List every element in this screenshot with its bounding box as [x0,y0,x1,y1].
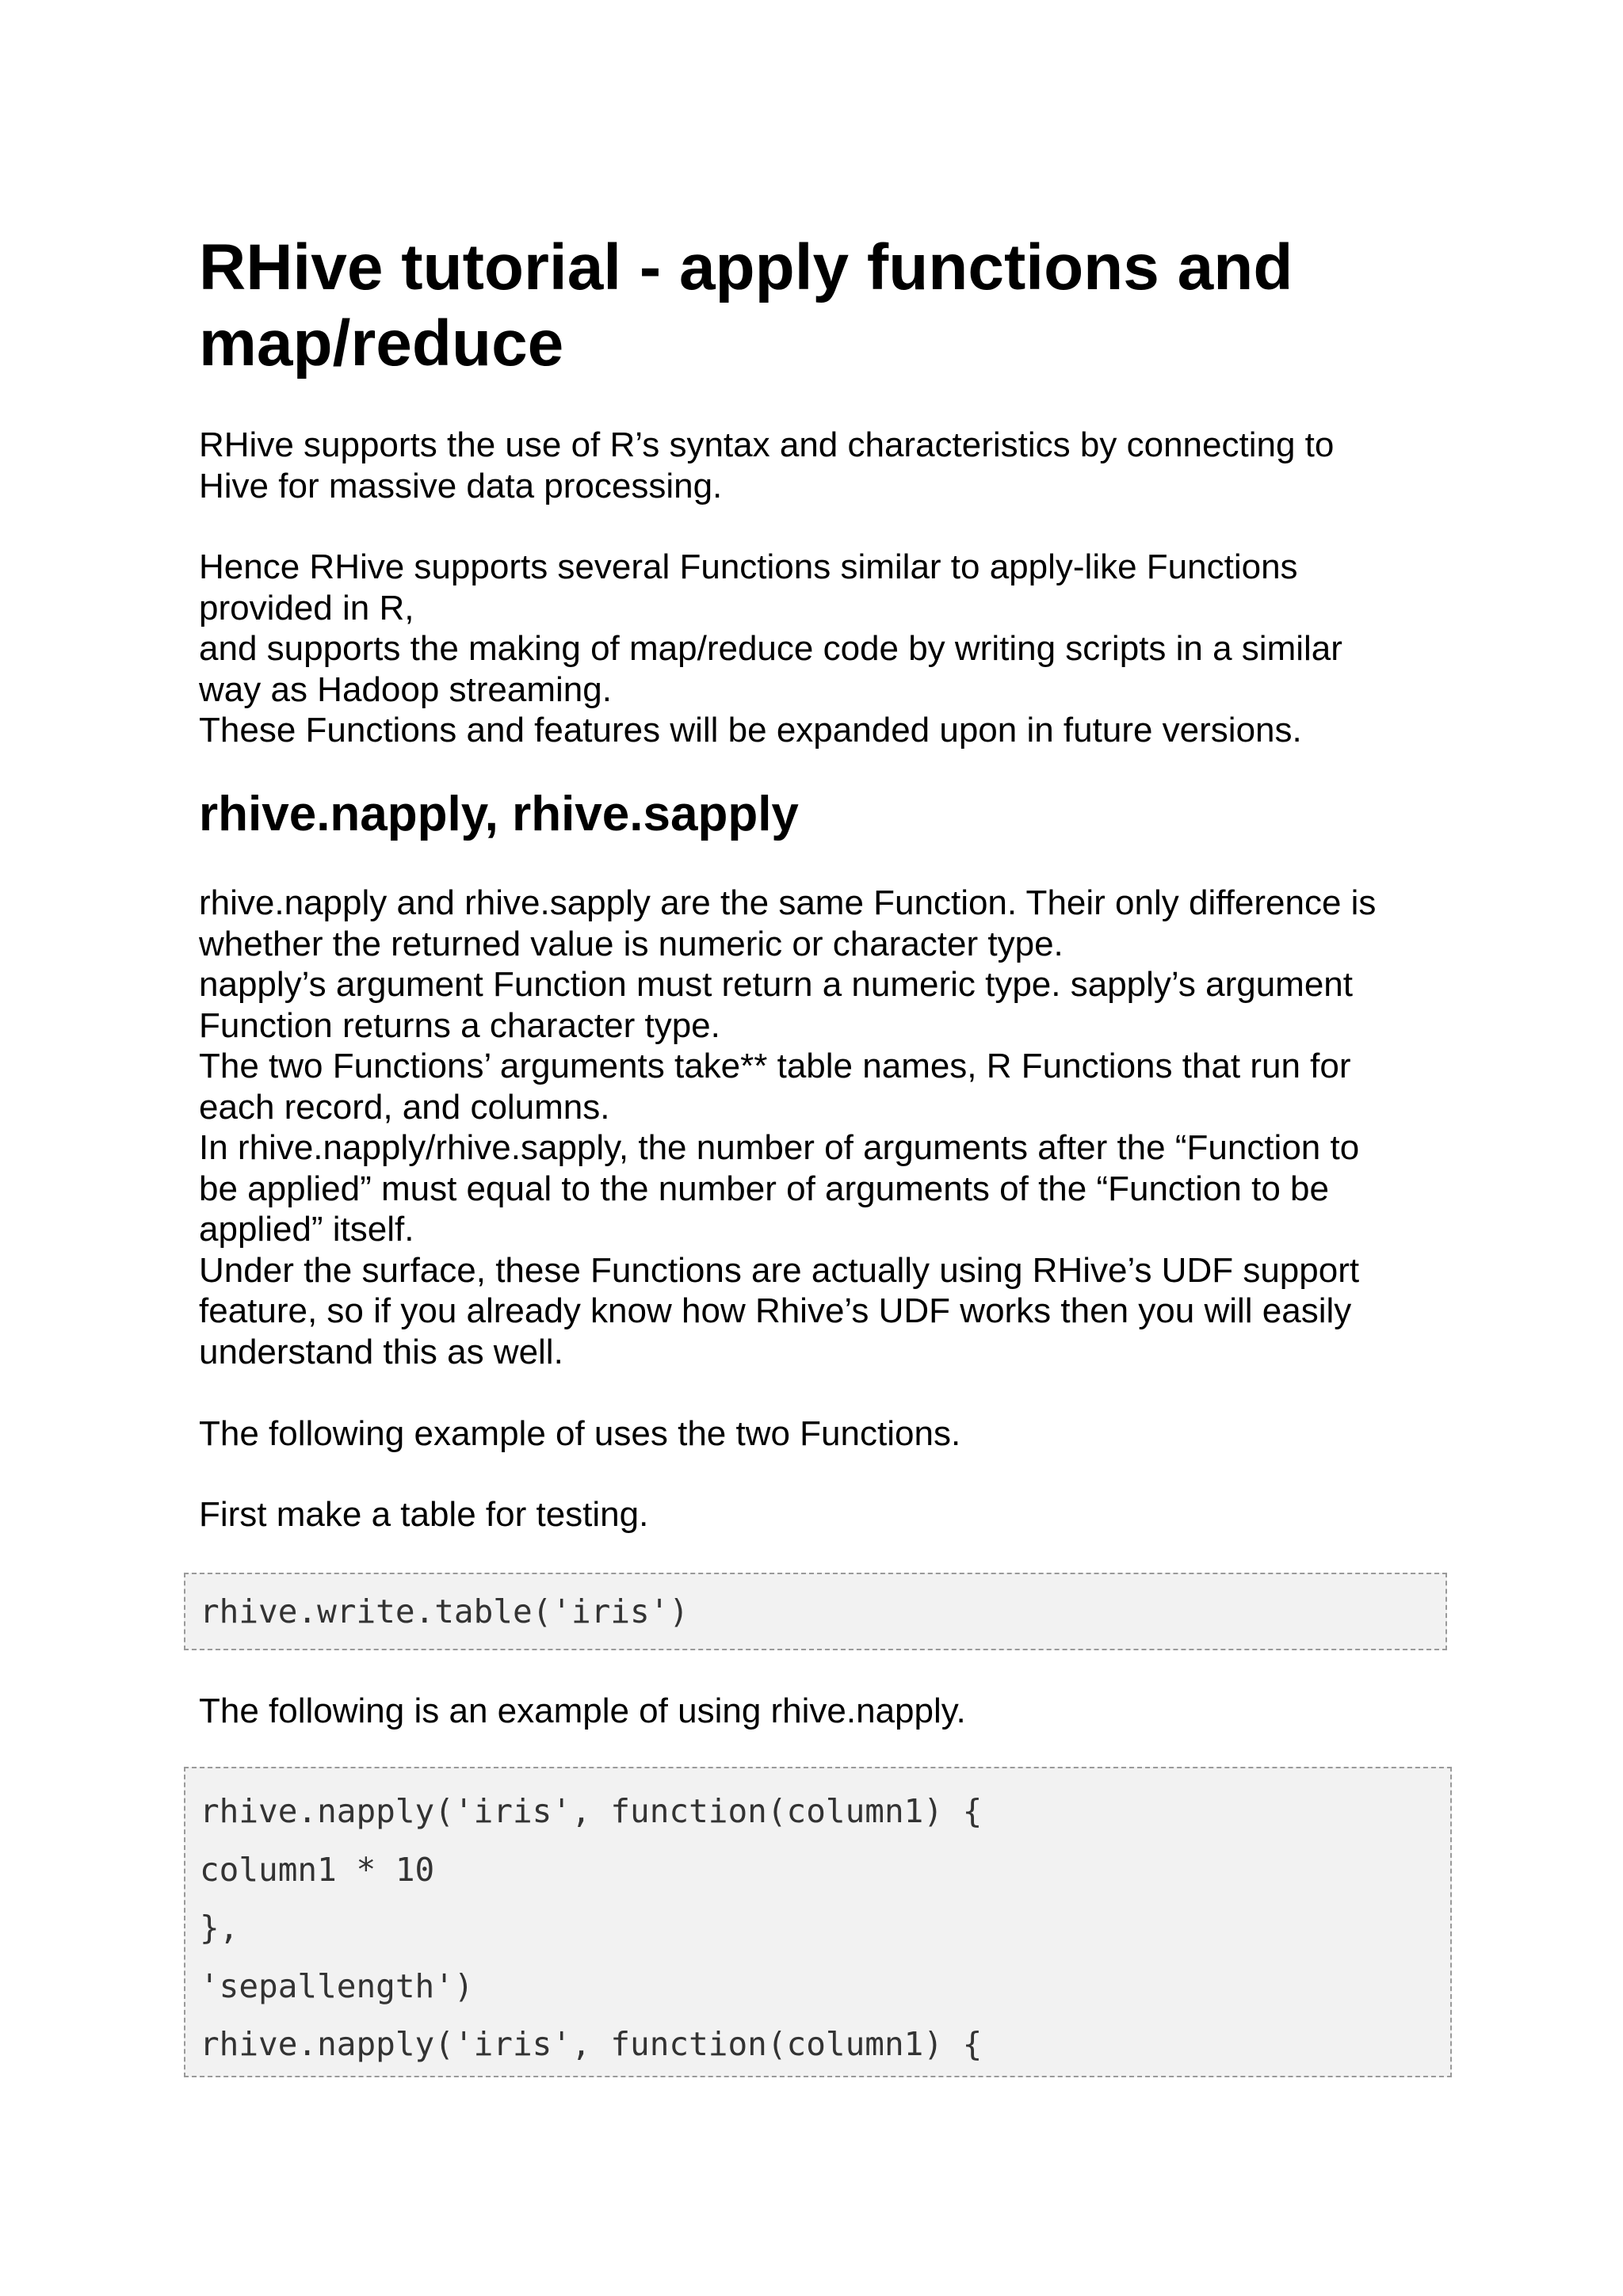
title-line-2: map/reduce [199,307,564,379]
body-line: The two Functions’ arguments take** table names, R Functions that run for [199,1047,1351,1085]
code-line: column1 * 10 [200,1850,435,1889]
code-line: 'sepallength') [200,1966,474,2005]
napply-intro: The following is an example of using rhive.napply. [199,1691,966,1730]
body-paragraph [199,883,1435,1372]
body-line: In rhive.napply/rhive.sapply, the number of arguments after the “Function to [199,1128,1360,1167]
body-line: Function returns a character type. [199,1005,720,1045]
body-line: understand this as well. [199,1332,563,1371]
code-line: rhive.write.table('iris') [200,1592,689,1630]
example-intro: The following example of uses the two Functions. [199,1414,961,1453]
body-line: applied” itself. [199,1210,414,1249]
code-line: rhive.napply('iris', function(column1) { [200,2025,983,2063]
code-block-write-table [184,1573,1447,1650]
body-line: rhive.napply and rhive.sapply are the same Function. Their only difference is [199,883,1377,922]
body-line: napply’s argument Function must return a numeric type. sapply’s argument [199,965,1353,1004]
section-heading: rhive.napply, rhive.sapply [199,787,799,841]
intro2-paragraph [199,547,1435,751]
code-line: }, [200,1909,239,1947]
intro-paragraph [199,425,1435,506]
page-title [199,230,1435,382]
intro2-line: provided in R, [199,588,414,627]
body-line: be applied” must equal to the number of arguments of the “Function to be [199,1169,1329,1208]
body-line: whether the returned value is numeric or character type. [199,924,1064,963]
intro2-line: and supports the making of map/reduce code by writing scripts in a similar [199,629,1342,668]
first-step-text: First make a table for testing. [199,1495,649,1534]
intro-line: RHive supports the use of R’s syntax and characteristics by connecting to [199,425,1335,464]
title-line-1: RHive tutorial - apply functions and [199,231,1293,303]
body-line: each record, and columns. [199,1087,610,1127]
code-line: rhive.napply('iris', function(column1) { [200,1792,983,1830]
intro2-line: way as Hadoop streaming. [199,669,612,709]
body-line: feature, so if you already know how Rhive’s UDF works then you will easily [199,1291,1352,1330]
intro2-line: These Functions and features will be expanded upon in future versions. [199,711,1302,749]
intro2-line: Hence RHive supports several Functions similar to apply-like Functions [199,547,1298,586]
intro-line: Hive for massive data processing. [199,466,723,505]
body-line: Under the surface, these Functions are actually using RHive’s UDF support [199,1250,1360,1290]
code-block-napply [184,1767,1452,2077]
